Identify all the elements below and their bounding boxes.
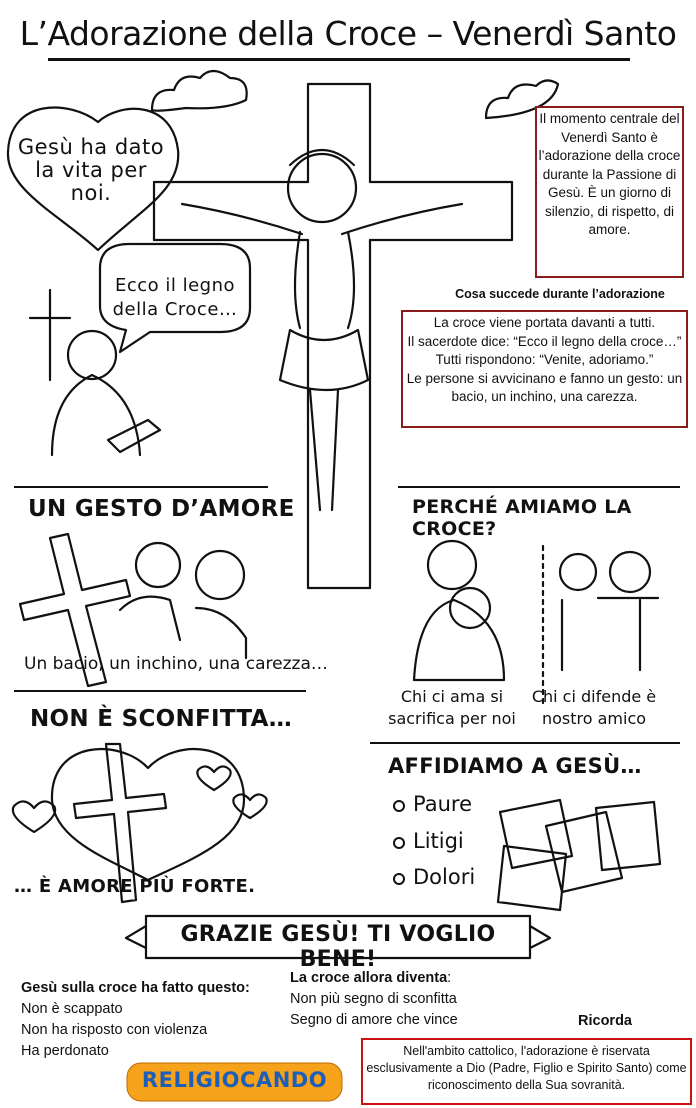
becomes-colon: : [447,970,452,986]
rule-why [398,486,680,488]
becomes-item-1: Non più segno di sconfitta [290,991,457,1007]
rule-defeat [14,690,306,692]
entrust-item-1: Paure [413,792,472,816]
small-heart-left-icon [13,801,55,832]
page-title: L’Adorazione della Croce – Venerdì Santo [19,14,677,53]
did-item-2: Non ha risposto con violenza [21,1022,208,1038]
why-title: PERCHÉ AMIAMO LA CROCE? [412,496,632,540]
during-line-3: Tutti rispondono: “Venite, adoriamo.” [435,352,654,367]
during-heading: Cosa succede durante l’adorazione [455,287,665,301]
rule-gesture [14,486,268,488]
during-box [401,310,688,428]
during-line-2: Il sacerdote dice: “Ecco il legno della croce…” [407,333,682,349]
becomes-item-2: Segno di amore che vince [290,1012,458,1028]
why-caption-left: Chi ci ama si sacrifica per noi [388,687,516,728]
did-list [21,978,291,1062]
priest-bubble-text: Ecco il legno della Croce… [112,275,238,320]
remember-heading: Ricorda [578,1013,632,1029]
becomes-list [290,968,520,1031]
logo-text[interactable]: RELIGIOCANDO [141,1068,328,1092]
did-item-3: Ha perdonato [21,1043,109,1059]
during-line-4: Le persone si avvicinano e fanno un gesto: un bacio, un inchino, una carezza. [406,370,683,404]
during-line-1: La croce viene portata davanti a tutti. [433,315,656,330]
did-heading: Gesù sulla croce ha fatto questo: [21,980,250,996]
defeat-title: NON È SCONFITTA… [30,706,293,732]
small-heart-br-icon [233,794,266,818]
why-caption-right: Chi ci difende è nostro amico [531,687,657,728]
big-heart-icon [52,749,244,880]
entrust-title: AFFIDIAMO A GESÙ… [388,754,642,778]
banner-text: GRAZIE GESÙ! TI VOGLIO BENE! [180,922,496,972]
papers-icon [498,800,660,910]
gesture-caption: Un bacio, un inchino, una carezza… [24,654,328,674]
defeat-caption: … È AMORE PIÙ FORTE. [14,876,256,897]
becomes-heading: La croce allora diventa [290,970,448,986]
gesture-title: UN GESTO D’AMORE [28,496,295,522]
entrust-item-2: Litigi [413,829,464,853]
cloud-left-icon [152,71,247,111]
rule-entrust [370,742,680,744]
remember-box: Nell'ambito cattolico, l'adorazione è riservata esclusivamente a Dio (Padre, Figlio e Spirito Santo) come riconoscimento della Sua sovranità. [361,1038,692,1105]
entrust-item-3: Dolori [413,865,476,889]
small-heart-right-icon [197,766,230,790]
intro-box: Il momento centrale del Venerdì Santo è l’adorazione della croce durante la Passione di Gesù. È un giorno di silenzio, di rispetto, di amore. [535,106,684,278]
priest-icon [68,331,116,379]
did-item-1: Non è scappato [21,1001,123,1017]
heart-bubble-text: Gesù ha dato la vita per noi. [17,135,165,205]
